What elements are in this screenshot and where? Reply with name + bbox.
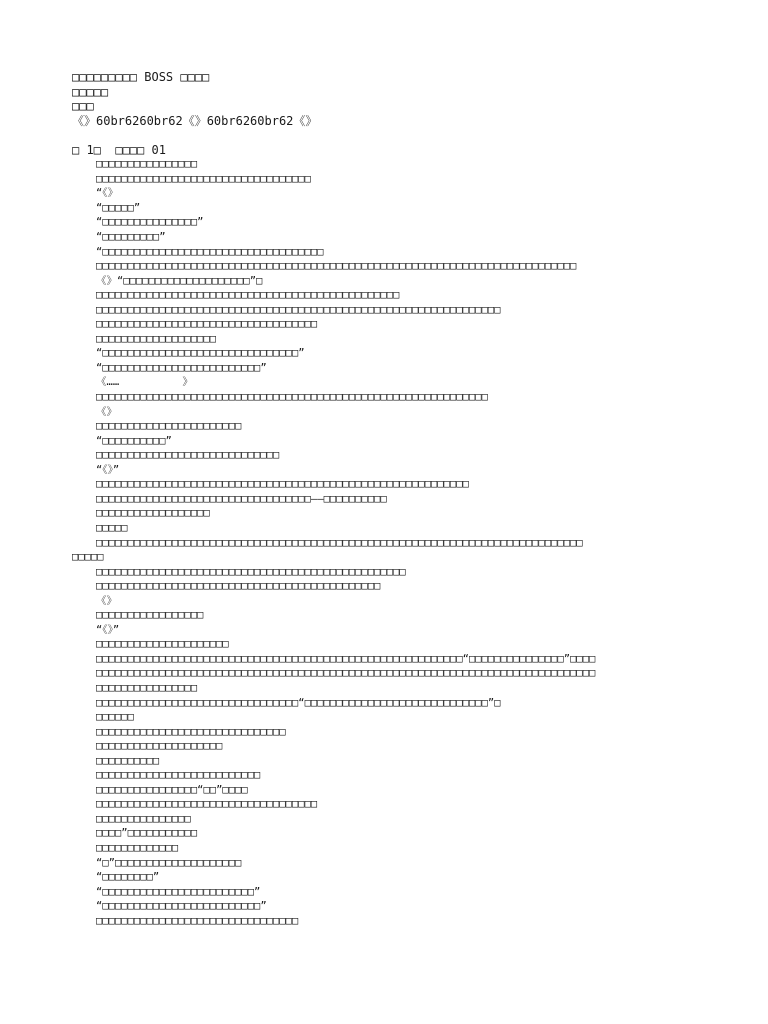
paragraph-line: “□□□□□□□□□□□□□□□□□□□□□□□□□” bbox=[96, 361, 267, 374]
paragraph-line: “□□□□□□□□” bbox=[96, 871, 160, 884]
paragraph-line: □□□□□□□□□□□□□□□□□□□□□□□□□□□□□□□□□□□□□□□□□□□□□□□□□□□□□□□□□□□ bbox=[96, 478, 469, 491]
paragraph-line: □□□□□□□□□□□□□ bbox=[96, 841, 179, 854]
paragraph-line: □□□□□□□□□□□□□□□□□□□□□□□□□□□□□□□□□□□□□□□□□□□□□□□□□□□□□□□□□□□□□□□□□□□□□□□□□□□□ bbox=[96, 260, 577, 273]
paragraph-line: “□□□□□□□□□□” bbox=[96, 434, 172, 447]
header-line: □□□ bbox=[72, 99, 94, 114]
paragraph-line: 《…… 》 bbox=[96, 376, 193, 389]
paragraph-line: □□□□□□□□□□□□□□□□□□□□□□□ bbox=[96, 420, 242, 433]
paragraph-line: □□□□□□□□□□□□□□□□□□□□□□□□□□□□□□□□“□□□□□□□□□□□□□□□□□□□□□□□□□□□□□”□ bbox=[96, 696, 501, 709]
paragraph-line: 《》 bbox=[96, 594, 117, 607]
paragraph-line: □□□□□□□□□□□□□□□□□□□□□□□□□□□□□□ bbox=[96, 725, 286, 738]
paragraph-line: □□□□□□□□□□□□□□□□□□□□□□□□□□□□□□□□□□——□□□□□□□□□□ bbox=[96, 492, 387, 505]
paragraph-line: □□□□□□□□□□□□□□□□□□□□□□□□□□□□□□□□□□□ bbox=[96, 318, 318, 331]
paragraph-line: □□□□□□□□□□□□□□□□ bbox=[96, 158, 198, 171]
paragraph-line: □□□□□□ bbox=[96, 711, 134, 724]
paragraph-line: “□”□□□□□□□□□□□□□□□□□□□□ bbox=[96, 856, 242, 869]
header-line: □□□□□ bbox=[72, 84, 109, 99]
paragraph-line: □□□□”□□□□□□□□□□□ bbox=[96, 827, 198, 840]
paragraph-line: 《》 bbox=[96, 405, 117, 418]
paragraph-line: □□□□□□□□□□□□□□□□□□□□□□□□□□ bbox=[96, 769, 261, 782]
paragraph-line: “《》” bbox=[96, 463, 120, 476]
paragraph-line: □□□□□□□□□□□□□□□□□□□□□□□□□□□□□□□□□□□□□□□□□□□□□□□□□□□□□□□□□□□□□□□□ bbox=[96, 303, 501, 316]
header-line: 《》60br6260br62《》60br6260br62《》 bbox=[72, 113, 318, 128]
paragraph-line: □□□□□□□□□□□□□□□□□□□□□□□□□□□□□□□□□□□□□□□□□□□□□□□□ bbox=[96, 289, 400, 302]
paragraph-line: “□□□□□□□□□□□□□□□” bbox=[96, 216, 204, 229]
paragraph-line: “□□□□□□□□□□□□□□□□□□□□□□□□□” bbox=[96, 900, 267, 913]
paragraph-line: “《》 bbox=[96, 187, 119, 200]
paragraph-line: “《》” bbox=[96, 623, 120, 636]
paragraph-line: 《》“□□□□□□□□□□□□□□□□□□□□”□ bbox=[96, 274, 263, 287]
paragraph-line: □□□□□ bbox=[96, 521, 128, 534]
paragraph-line: □□□□□□□□□□□□□□□□□□□□□□□□□□□□□□□□□□□ bbox=[96, 798, 318, 811]
header-line: □□□□□□□□□ BOSS □□□□ bbox=[72, 70, 210, 84]
document-body bbox=[0, 157, 768, 928]
paragraph-line: □□□□□□□□□□□□□□□□□□□□ bbox=[96, 740, 223, 753]
paragraph-line: □□□□□□□□□□□□□□□□ bbox=[96, 681, 198, 694]
document-header bbox=[0, 70, 768, 128]
paragraph-line: “□□□□□□□□□□□□□□□□□□□□□□□□□□□□□□□□□□□ bbox=[96, 245, 324, 258]
paragraph-line: “□□□□□□□□□” bbox=[96, 231, 166, 244]
paragraph-line: “□□□□□□□□□□□□□□□□□□□□□□□□” bbox=[96, 885, 261, 898]
blank-line bbox=[0, 128, 768, 143]
paragraph-line: “□□□□□□□□□□□□□□□□□□□□□□□□□□□□□□□” bbox=[96, 347, 305, 360]
paragraph-line: □□□□□□□□□□□□□□□□□□□□□□□□□□□□□ bbox=[96, 449, 280, 462]
paragraph-line: □□□□□□□□□□□□□□□ bbox=[96, 812, 191, 825]
paragraph-line: “□□□□□” bbox=[96, 201, 141, 214]
document-page bbox=[0, 70, 768, 928]
paragraph-line: □□□□□□□□□□□□□□□□□□□□□□□□□□□□□□□□□□□□□□□□□□□□□□□□□ bbox=[96, 565, 406, 578]
paragraph-line: □□□□□□□□□□□□□□□□□□ bbox=[96, 507, 210, 520]
paragraph-line: □□□□□□□□□□□□□□□□□□□□□□□□□□□□□□□□□□ bbox=[96, 172, 311, 185]
paragraph-line: □□□□□ bbox=[72, 551, 104, 564]
paragraph-line: □□□□□□□□□□□□□□□□□□□ bbox=[96, 332, 217, 345]
paragraph-line: □□□□□□□□□□ bbox=[96, 754, 160, 767]
paragraph-line: □□□□□□□□□□□□□□□□□□□□□□□□□□□□□□□□ bbox=[96, 914, 299, 927]
paragraph-line: □□□□□□□□□□□□□□□□□□□□□□□□□□□□□□□□□□□□□□□□□□□□□□□□□□□□□□□□□□□□□□ bbox=[96, 391, 488, 404]
paragraph-line: □□□□□□□□□□□□□□□□□□□□□ bbox=[96, 638, 229, 651]
paragraph-line: □□□□□□□□□□□□□□□□“□□”□□□□ bbox=[96, 783, 248, 796]
chapter-title: □ 1□ □□□□ 01 bbox=[72, 142, 166, 157]
paragraph-line: □□□□□□□□□□□□□□□□□□□□□□□□□□□□□□□□□□□□□□□□□□□□□□□□□□□□□□□□□□□□□□□□□□□□□□□□□□□□□ bbox=[96, 536, 583, 549]
paragraph-line: □□□□□□□□□□□□□□□□□□□□□□□□□□□□□□□□□□□□□□□□□□□□□□□□□□□□□□□□□□“□□□□□□□□□□□□□□□”□□□□ bbox=[96, 652, 596, 665]
paragraph-line: □□□□□□□□□□□□□□□□□□□□□□□□□□□□□□□□□□□□□□□□□□□□□□□□□□□□□□□□□□□□□□□□□□□□□□□□□□□□□□□ bbox=[96, 667, 596, 680]
paragraph-line: □□□□□□□□□□□□□□□□□ bbox=[96, 609, 204, 622]
paragraph-line: □□□□□□□□□□□□□□□□□□□□□□□□□□□□□□□□□□□□□□□□□□□□□ bbox=[96, 580, 381, 593]
